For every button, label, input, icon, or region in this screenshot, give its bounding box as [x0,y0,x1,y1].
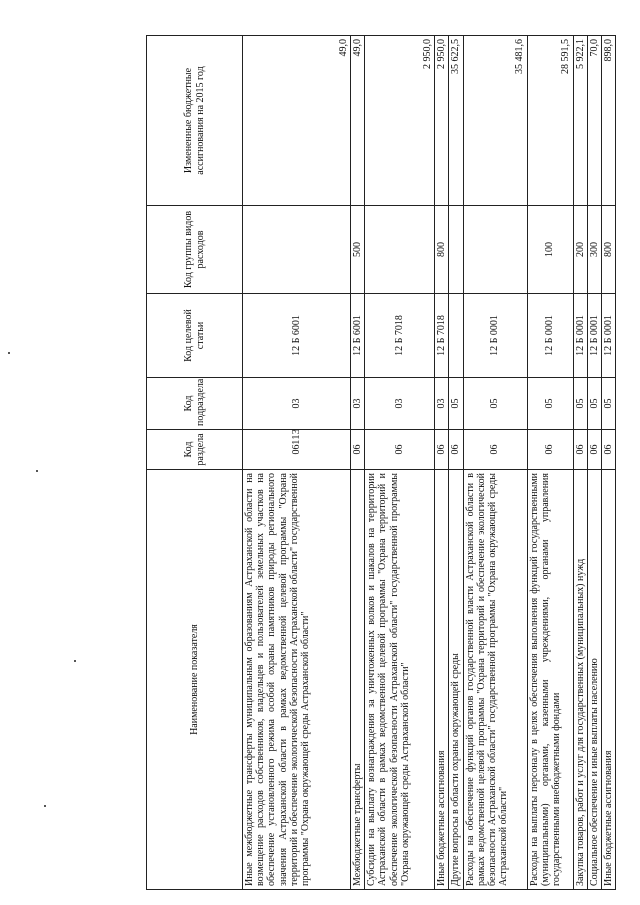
row-amount: 35 622,5 [449,36,463,206]
budget-table [146,35,616,890]
row-section: 06 [449,430,463,470]
row-target [449,294,463,378]
row-section: 06 [435,430,449,470]
row-section: 06 [573,430,587,470]
row-name: Иные бюджетные ассигнования [601,470,615,890]
header-expense-group-code: Код группы видов расходов [147,206,243,294]
table-row [351,36,365,890]
header-name: Наименование показателя [147,470,243,890]
row-name: Другие вопросы в области охраны окружающей среды [449,470,463,890]
row-name: Иные межбюджетные трансферты муниципальным образованиям Астраханской области на возмещение расходов собственников, владельцев и пользователей земельных участков на обеспечение установленного режима особой охраны памятников природы регионального значения Астраханской области в рамках ведомственной целевой программы "Охрана территорий и обеспечение экологической безопасности Астраханской области" государственной программы "Охрана окружающей среды Астраханской области" [243,470,351,890]
row-amount: 2 950,0 [435,36,449,206]
row-amount: 70,0 [587,36,601,206]
row-expense-group [463,206,527,294]
row-amount: 49,0 [243,36,351,206]
row-target: 12 Б 6001 [243,294,351,378]
table-row [449,36,463,890]
row-section: 06 [351,430,365,470]
scan-speck [74,660,76,662]
row-name: Социальное обеспечение и иные выплаты населению [587,470,601,890]
table-row [243,36,351,890]
row-target: 12 Б 0001 [527,294,573,378]
row-section: 06 [527,430,573,470]
table-row [587,36,601,890]
row-expense-group: 200 [573,206,587,294]
row-amount: 28 591,5 [527,36,573,206]
header-amount: Измененные бюджетные ассигнования на 2015 год [147,36,243,206]
table-row [435,36,449,890]
table-row [601,36,615,890]
scan-speck [8,352,10,354]
scan-speck [36,470,38,472]
row-expense-group: 300 [587,206,601,294]
row-expense-group: 100 [527,206,573,294]
row-amount: 898,0 [601,36,615,206]
header-subsection-code: Код подраздела [147,378,243,430]
table-row [573,36,587,890]
row-target: 12 Б 0001 [587,294,601,378]
row-name: Субсидии на выплату вознаграждения за уничтоженных волков и шакалов на территории Астраханской области в рамках ведомственной целевой программы "Охрана территорий и обеспечение экологической безопасности Астраханской области" государственной программы "Охрана окружающей среды Астраханской области" [365,470,435,890]
table-header-row [147,36,243,890]
row-expense-group: 800 [435,206,449,294]
row-expense-group [365,206,435,294]
row-name: Расходы на выплаты персоналу в целях обеспечения выполнения функций государственными (муниципальными) органами, казенными учреждениями, органами управления государственными внебюджетными фондами [527,470,573,890]
row-amount: 2 950,0 [365,36,435,206]
header-target-code: Код целевой статьи [147,294,243,378]
row-target: 12 Б 6001 [351,294,365,378]
row-name: Межбюджетные трансферты [351,470,365,890]
row-subsection: 05 [527,378,573,430]
row-target: 12 Б 0001 [463,294,527,378]
table-row [365,36,435,890]
table-row [463,36,527,890]
page-number: 113 [290,428,302,445]
row-name: Закупка товаров, работ и услуг для государственных (муниципальных) нужд [573,470,587,890]
row-name: Расходы на обеспечение функций органов государственной власти Астраханской области в рамках ведомственной целевой программы "Охрана территорий и обеспечение экологической безопасности Астраханской области" государственной программы "Охрана окружающей среды Астраханской области" [463,470,527,890]
row-amount: 35 481,6 [463,36,527,206]
row-subsection: 03 [351,378,365,430]
row-section: 06 [243,430,351,470]
row-target: 12 Б 7018 [365,294,435,378]
row-section: 06 [601,430,615,470]
row-target: 12 Б 7018 [435,294,449,378]
row-subsection: 05 [573,378,587,430]
row-subsection: 03 [435,378,449,430]
row-amount: 5 922,1 [573,36,587,206]
row-expense-group: 500 [351,206,365,294]
rotated-table-container [146,36,614,890]
row-expense-group [243,206,351,294]
row-subsection: 05 [449,378,463,430]
row-amount: 49,0 [351,36,365,206]
row-subsection: 05 [463,378,527,430]
row-name: Иные бюджетные ассигнования [435,470,449,890]
row-subsection: 03 [365,378,435,430]
table-row [527,36,573,890]
row-expense-group [449,206,463,294]
row-target: 12 Б 0001 [573,294,587,378]
row-expense-group: 800 [601,206,615,294]
scan-speck [44,805,46,807]
row-subsection: 03 [243,378,351,430]
header-section-code: Код раздела [147,430,243,470]
row-subsection: 05 [601,378,615,430]
row-section: 06 [463,430,527,470]
row-subsection: 05 [587,378,601,430]
row-section: 06 [365,430,435,470]
row-target: 12 Б 0001 [601,294,615,378]
row-section: 06 [587,430,601,470]
